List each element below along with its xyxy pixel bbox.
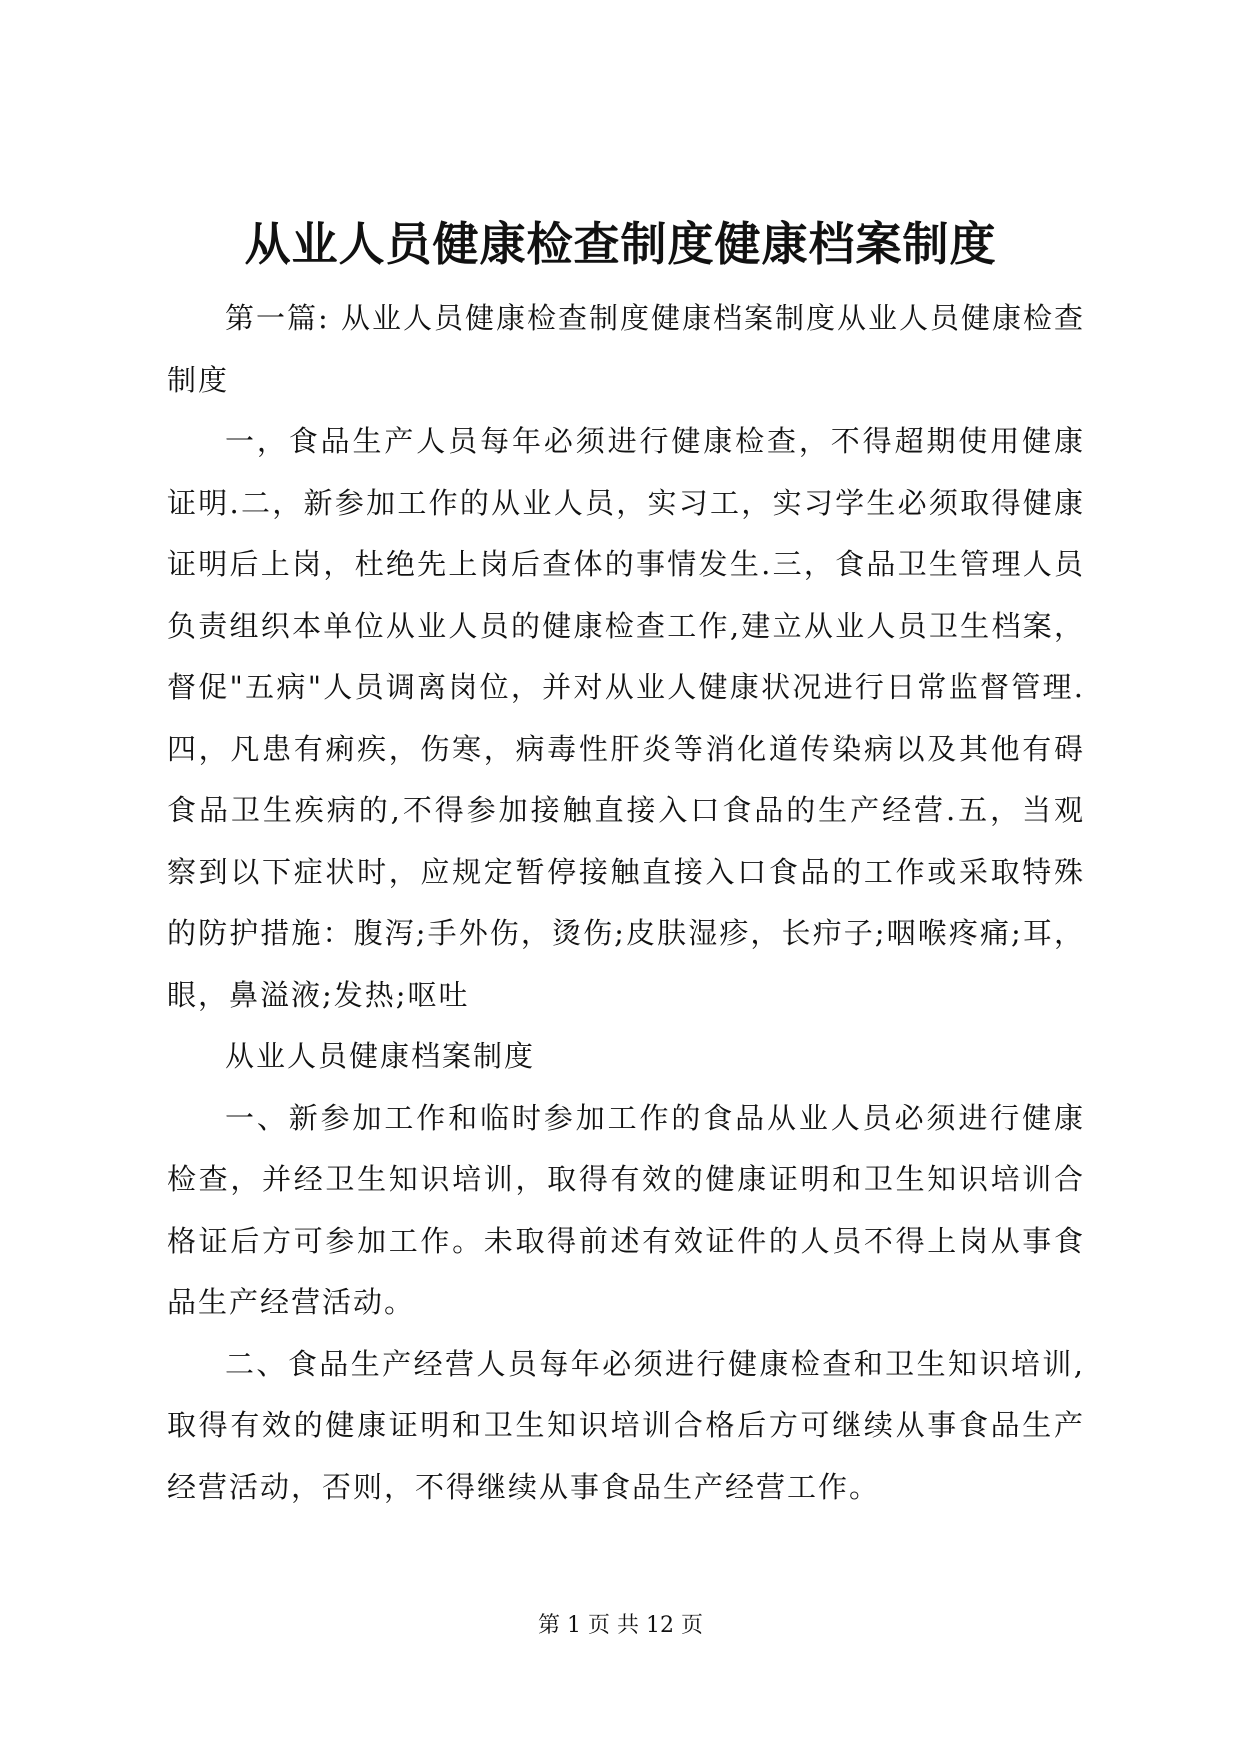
paragraph-rule-1: 一、新参加工作和临时参加工作的食品从业人员必须进行健康检查，并经卫生知识培训，取得有效的健康证明和卫生知识培训合格证后方可参加工作。未取得前述有效证件的人员不得上岗从事食品生产经营活动。 xyxy=(167,1100,1085,1319)
paragraph-health-check-rules: 一，食品生产人员每年必须进行健康检查，不得超期使用健康证明.二，新参加工作的从业人员，实习工，实习学生必须取得健康证明后上岗，杜绝先上岗后查体的事情发生.三，食品卫生管理人员负责组织本单位从业人员的健康检查工作,建立从业人员卫生档案，督促"五病"人员调离岗位，并对从业人健康状况进行日常监督管理.四，凡患有痢疾，伤寒，病毒性肝炎等消化道传染病以及其他有碍食品卫生疾病的,不得参加接触直接入口食品的生产经营.五，当观察到以下症状时，应规定暂停接触直接入口食品的工作或采取特殊的防护措施：腹泻;手外伤，烫伤;皮肤湿疹，长疖子;咽喉疼痛;耳，眼，鼻溢液;发热;呕吐 xyxy=(167,424,1085,1012)
document-title: 从业人员健康检查制度健康档案制度 xyxy=(244,217,997,271)
paragraph-rule-2: 二、食品生产经营人员每年必须进行健康检查和卫生知识培训,取得有效的健康证明和卫生知识培训合格后方可继续从事食品生产经营活动，否则，不得继续从事食品生产经营工作。 xyxy=(167,1346,1085,1504)
page-footer: 第 1 页 共 12 页 xyxy=(538,1613,703,1638)
document-body xyxy=(167,288,1085,1518)
section-heading-health-records: 从业人员健康档案制度 xyxy=(225,1039,536,1073)
paragraph-intro: 第一篇: 从业人员健康检查制度健康档案制度从业人员健康检查制度 xyxy=(167,301,1085,397)
